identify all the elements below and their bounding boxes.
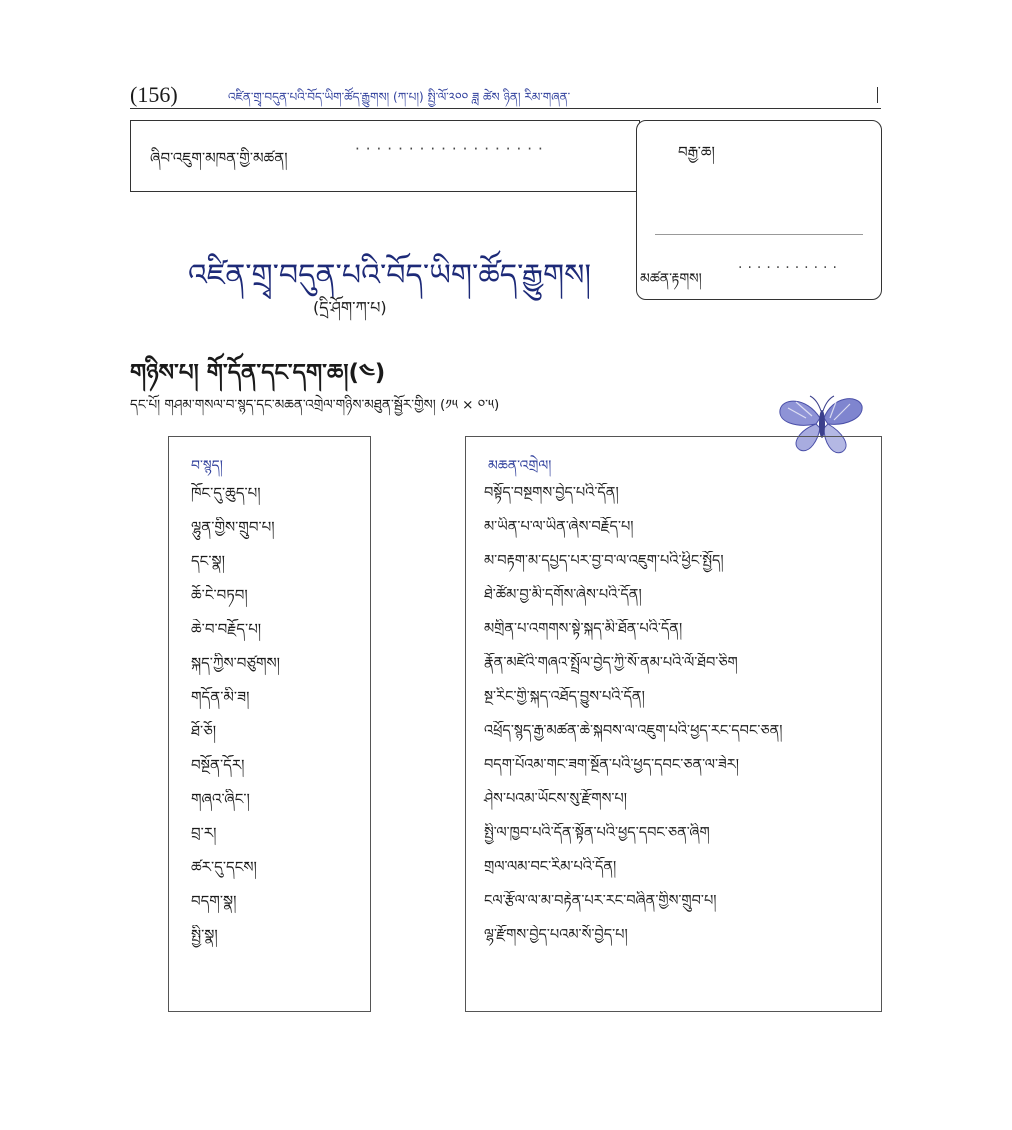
definition-item[interactable]: མ་ཡིན་པ་ལ་ཡིན་ཞེས་བརྗོད་པ། bbox=[484, 519, 634, 535]
instruction-text: དང་པོ། གཤམ་གསལ་བ་སྙད་དང་མཆན་འགྲེལ་གཉིས་མཐུན་སྦྱོར་གྱིས། (༡༥ × ༠་༥) bbox=[130, 397, 500, 413]
definition-item[interactable]: ཐེ་ཚོམ་བྱ་མི་དགོས་ཞེས་པའི་དོན། bbox=[484, 587, 642, 603]
score-label: བརྒྱ་ཆ། bbox=[678, 143, 715, 161]
definition-item[interactable]: བདག་པོའམ་གང་ཟག་སྔོན་པའི་ཕྱད་དབང་ཅན་ལ་ཟེར། bbox=[484, 757, 739, 773]
definition-item[interactable]: བསྟོད་བསྔགས་བྱེད་པའི་དོན། bbox=[484, 485, 619, 501]
signature-label: མཚན་རྟགས། bbox=[640, 271, 702, 287]
term-item[interactable]: ཆེ་བ་བརྗོད་པ། bbox=[191, 620, 262, 638]
term-item[interactable]: ཁོང་དུ་ཆུད་པ། bbox=[191, 484, 261, 502]
definitions-table bbox=[465, 436, 882, 1012]
definition-item[interactable]: མ་བརྟག་མ་དཔྱད་པར་བྱ་བ་ལ་འཇུག་པའི་ཕྱིང་སྤྱོད། bbox=[484, 553, 724, 569]
running-title: འཛིན་གྲྭ་བདུན་པའི་བོད་ཡིག་ཚོད་རྒྱུགས། (ཀ་པ།) སྤྱི་ལོ་༢༠༠ ཟླ ཚེས ཉིན། རིམ་གཞན་ bbox=[228, 90, 571, 104]
term-item[interactable]: ཚར་དུ་དངས། bbox=[191, 858, 257, 876]
terms-list bbox=[169, 483, 370, 959]
definition-item[interactable]: མགྲིན་པ་འགགས་སྟེ་སྐད་མི་ཐོན་པའི་དོན། bbox=[484, 621, 683, 637]
header-rule bbox=[130, 108, 881, 109]
definition-item[interactable]: འཕྲོད་སྙད་རྒྱ་མཚན་ཆེ་སྐབས་ལ་འཇུག་པའི་ཕྱད་རང་དབང་ཅན། bbox=[484, 723, 783, 739]
definition-item[interactable]: ལྷ་རྫོགས་བྱེད་པའམ་སོ་བྱེད་པ། bbox=[484, 927, 628, 943]
term-item[interactable]: དང་སྣ། bbox=[191, 552, 225, 570]
definition-item[interactable]: སྤྱི་ལ་ཁྱབ་པའི་དོན་སྟོན་པའི་ཕྱད་དབང་ཅན་ཞིག bbox=[484, 825, 710, 841]
term-item[interactable]: ལྷུན་གྱིས་གྲུབ་པ། bbox=[191, 518, 275, 536]
term-item[interactable]: ཐོ་ཅོ། bbox=[191, 722, 217, 740]
page-number: (156) bbox=[130, 82, 178, 107]
signature-fill-line[interactable]: ··········· bbox=[738, 260, 842, 276]
terms-header: བ་སྙད། bbox=[191, 458, 223, 474]
section-heading: གཉིས་པ། གོ་དོན་དང་དག་ཆ།(༤) bbox=[130, 360, 386, 386]
terms-table bbox=[168, 436, 371, 1012]
term-item[interactable]: སྐད་ཀྱིས་བཙུགས། bbox=[191, 654, 280, 672]
definitions-header: མཆན་འགྲེལ། bbox=[488, 458, 552, 474]
name-label: ཞིབ་འཇུག་མཁན་གྱི་མཚན། bbox=[150, 149, 288, 167]
score-line[interactable] bbox=[655, 234, 863, 235]
term-item[interactable]: སྤྱི་སྣ། bbox=[191, 926, 218, 944]
definition-item[interactable]: སྔ་རིང་གྱི་སྐད་འཐོད་བྱུས་པའི་དོན། bbox=[484, 689, 645, 705]
term-item[interactable]: ཆོ་ངེ་བཏབ། bbox=[191, 586, 248, 604]
exam-subtitle: (དྲི་ཤོག་ཀ་པ) bbox=[313, 298, 387, 317]
term-item[interactable]: བདག་སྣ། bbox=[191, 892, 237, 910]
term-item[interactable]: གཞའ་ཞིང་། bbox=[191, 790, 250, 808]
definition-item[interactable]: ངལ་རྩོལ་ལ་མ་བརྟེན་པར་རང་བཞིན་གྱིས་གྲུབ་པ། bbox=[484, 893, 717, 909]
exam-title: འཛིན་གྲྭ་བདུན་པའི་བོད་ཡིག་ཚོད་རྒྱུགས། bbox=[188, 258, 592, 293]
definitions-list bbox=[466, 483, 881, 959]
term-item[interactable]: བྲ་ར། bbox=[191, 824, 217, 842]
definition-item[interactable]: གྲལ་ལམ་བང་རིམ་པའི་དོན། bbox=[484, 859, 617, 875]
term-item[interactable]: གདོན་མི་ཟ། bbox=[191, 688, 250, 706]
definition-item[interactable]: རྣོན་མཛེའི་གཞའ་སྤྲོལ་བྱེད་ཀྱི་སོ་ནམ་པའི་ལོ་ཐོབ་ཅིག bbox=[484, 655, 738, 671]
name-fill-line[interactable]: ·················· bbox=[355, 140, 549, 158]
term-item[interactable]: བསྔོན་དོར། bbox=[191, 756, 245, 774]
header-tick-mark bbox=[877, 87, 878, 103]
definition-item[interactable]: ཤེས་པའམ་ཡོངས་སུ་རྫོགས་པ། bbox=[484, 791, 627, 807]
